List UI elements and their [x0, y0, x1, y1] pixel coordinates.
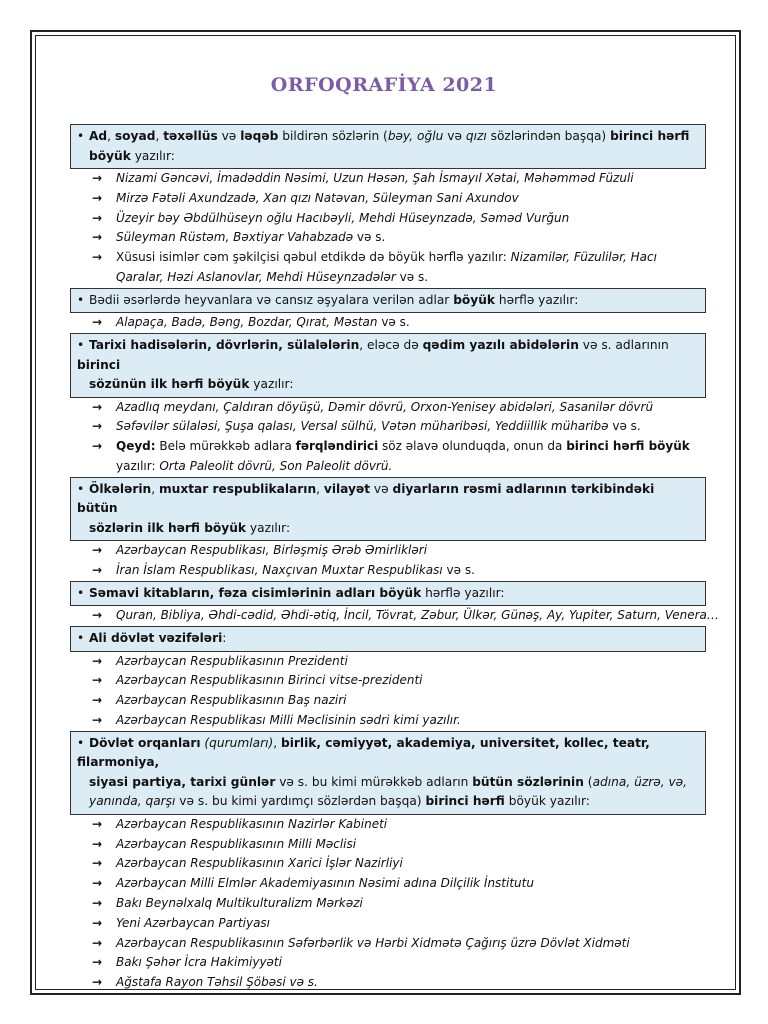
example-text: Azərbaycan Respublikasının Nazirlər Kabineti — [116, 816, 388, 831]
rule-text: yanında, qarşı — [89, 794, 176, 809]
rule-text: , — [273, 735, 281, 750]
example-text: Quran, Bibliya, Əhdi-cədid, Əhdi-ətiq, İncil, Tövrat, Zəbur, Ülkər, Günəş, Ay, Yupiter, Saturn, Venera… — [116, 608, 719, 623]
rule-text: birinci — [77, 357, 121, 372]
example-text: Bakı Şəhər İcra Hakimiyyəti — [116, 955, 282, 970]
rule-text: və — [217, 129, 241, 143]
note-text: yazılır: — [116, 458, 160, 473]
rule-text: bəy, oğlu — [387, 129, 444, 143]
example-text: Üzeyir bəy Əbdülhüseyn oğlu Hacıbəyli, Mehdi Hüseynzadə, Səməd Vurğun — [116, 210, 570, 225]
note-text: fərqləndirici — [295, 439, 379, 454]
example-item — [70, 398, 706, 418]
rule-text: vilayət — [323, 481, 371, 496]
bullet-icon: • — [77, 585, 85, 600]
arrow-icon: → — [92, 915, 103, 930]
arrow-icon: → — [92, 955, 103, 970]
rule-text: böyük — [89, 148, 131, 163]
example-text: Mirzə Fətəli Axundzadə, Xan qızı Natəvan, Süleyman Sani Axundov — [116, 190, 519, 205]
example-text: İran İslam Respublikası, Naxçıvan Muxtar Respublikası — [116, 563, 443, 578]
example-item — [70, 313, 706, 333]
arrow-icon: → — [92, 171, 103, 185]
arrow-icon: → — [92, 673, 103, 688]
arrow-icon: → — [92, 653, 103, 668]
rule-text: qızı — [465, 129, 487, 143]
bullet-icon: • — [77, 338, 85, 353]
example-item — [70, 934, 706, 954]
rule-text: yazılır: — [130, 148, 175, 163]
example-item — [70, 606, 719, 626]
rule-box-historical — [70, 333, 706, 398]
rule-box-state-positions — [70, 626, 706, 652]
example-item — [70, 189, 706, 209]
note-text: söz əlavə olunduqda, onun da — [378, 439, 567, 454]
rule-text: birinci hərfi — [610, 129, 690, 143]
arrow-icon: → — [92, 399, 103, 414]
example-item — [70, 209, 706, 229]
rule-text: sözünün ilk hərfi böyük — [89, 377, 250, 392]
rule-text: Ölkələrin — [89, 481, 152, 496]
arrow-icon: → — [92, 816, 103, 831]
arrow-icon: → — [92, 543, 103, 558]
arrow-icon: → — [92, 210, 103, 225]
example-text: Azərbaycan Respublikasının Baş naziri — [116, 693, 347, 708]
example-item — [70, 561, 706, 581]
bullet-icon: • — [77, 481, 85, 496]
example-item — [70, 953, 706, 973]
example-text: Azərbaycan Respublikası Milli Məclisinin sədri kimi yazılır. — [116, 713, 461, 728]
arrow-icon: → — [92, 856, 103, 871]
arrow-icon: → — [92, 693, 103, 708]
example-text: Səfəvilər sülaləsi, Şuşa qalası, Versal sülhü, Vətən müharibəsi, Yeddiillik müharibə — [116, 419, 609, 434]
example-suffix: və s. — [399, 269, 429, 284]
document-body — [70, 124, 719, 993]
example-item — [70, 815, 706, 835]
rule-text: diyarların rəsmi adlarının tərkibindəki bütün — [77, 481, 655, 516]
rule-text: və — [443, 129, 466, 143]
note-label: Qeyd: — [116, 439, 156, 454]
rule-text: hərflə yazılır: — [421, 585, 505, 600]
example-text: Xüsusi isimlər cəm şəkilçisi qəbul etdikdə də böyük hərflə yazılır: — [116, 250, 507, 265]
note-text: Orta Paleolit dövrü, Son Paleolit dövrü. — [159, 458, 393, 473]
rule-text: , — [151, 481, 159, 496]
example-item — [70, 973, 706, 993]
arrow-icon: → — [92, 608, 103, 623]
example-item — [70, 711, 706, 731]
rule-text: soyad — [114, 129, 156, 143]
example-item — [70, 671, 706, 691]
arrow-icon: → — [92, 935, 103, 950]
rule-text: yazılır: — [249, 377, 294, 392]
bullet-icon: • — [77, 292, 85, 307]
rule-text: Ad — [89, 129, 108, 143]
rule-text: təxəllüs — [163, 129, 218, 143]
example-text: Azərbaycan Respublikasının Prezidenti — [116, 653, 348, 668]
example-item — [70, 874, 706, 894]
example-text: Azərbaycan Respublikasının Milli Məclisi — [116, 836, 357, 851]
rule-text: muxtar respublikaların — [158, 481, 317, 496]
example-text: Süleyman Rüstəm, Bəxtiyar Vahabzadə — [116, 230, 354, 245]
arrow-icon: → — [92, 876, 103, 891]
example-suffix: və s. — [381, 315, 410, 330]
rule-text: birlik, cəmiyyət, akademiya, universitet, kollec, teatr, filarmoniya, — [77, 735, 650, 770]
rule-text: : — [222, 631, 227, 646]
arrow-icon: → — [92, 896, 103, 911]
example-text: Ağstafa Rayon Təhsil Şöbəsi və s. — [116, 975, 318, 990]
page-title: ORFOQRAFİYA 2021 — [270, 74, 498, 96]
example-suffix: və s. — [356, 230, 386, 245]
example-text: Qaralar, Həzi Aslanovlar, Mehdi Hüseynzadələr — [116, 269, 396, 284]
example-text: Azərbaycan Respublikasının Birinci vitse-prezidenti — [116, 673, 423, 688]
rule-text: yazılır: — [246, 520, 291, 535]
rule-text: böyük — [453, 292, 496, 307]
arrow-icon: → — [92, 439, 103, 454]
arrow-icon: → — [92, 975, 103, 990]
rule-box-artistic-names — [70, 288, 706, 314]
arrow-icon: → — [92, 563, 103, 578]
rule-box-names — [70, 124, 706, 169]
rule-text: Bədii əsərlərdə heyvanlara və cansız əşyalara verilən adlar — [89, 292, 454, 307]
example-text: Azadlıq meydanı, Çaldıran döyüşü, Dəmir dövrü, Orxon-Yenisey abidələri, Sasanilər dövrü — [116, 399, 654, 414]
rule-box-holy-books — [70, 581, 706, 607]
example-text: Azərbaycan Respublikası, Birləşmiş Ərəb Əmirlikləri — [116, 543, 428, 558]
example-text: Azərbaycan Respublikasının Xarici İşlər Nazirliyi — [116, 856, 403, 871]
note-text: Belə mürəkkəb adlara — [155, 439, 296, 454]
rule-text: Ali dövlət vəzifələri — [89, 631, 223, 646]
rule-text: , — [155, 129, 164, 143]
bullet-icon: • — [77, 735, 85, 750]
arrow-icon: → — [92, 713, 103, 728]
rule-text: adına, üzrə, və, — [592, 774, 688, 789]
arrow-icon: → — [92, 190, 103, 205]
example-text: Bakı Beynəlxalq Multikulturalizm Mərkəzi — [116, 896, 363, 911]
example-text: Yeni Azərbaycan Partiyası — [116, 915, 271, 930]
rule-text: qədim yazılı abidələrin — [422, 338, 579, 353]
example-text: Azərbaycan Respublikasının Səfərbərlik və Hərbi Xidmətə Çağırış üzrə Dövlət Xidməti — [116, 935, 630, 950]
rule-text: Tarixi hadisələrin, dövrlərin, sülalələrin — [89, 338, 360, 353]
rule-text: sözlərindən başqa) — [486, 129, 611, 143]
example-suffix: və s. — [612, 419, 641, 434]
rule-text: böyük yazılır: — [504, 794, 590, 809]
bullet-icon: • — [77, 129, 85, 143]
rule-text: bildirən sözlərin ( — [278, 129, 388, 143]
rule-text: ləqəb — [240, 129, 279, 143]
bullet-icon: • — [77, 631, 85, 646]
note-text: birinci hərfi böyük — [566, 439, 690, 454]
example-text: Nizamilər, Füzulilər, Hacı — [510, 250, 657, 265]
rule-text: , eləcə də — [359, 338, 423, 353]
example-item — [70, 169, 706, 189]
rule-text: və s. adlarının — [578, 338, 669, 353]
example-item — [70, 854, 706, 874]
example-text: Nizami Gəncəvi, İmadəddin Nəsimi, Uzun Həsən, Şah İsmayıl Xətai, Məhəmməd Füzuli — [116, 171, 634, 185]
rule-text: bütün sözlərinin — [472, 774, 584, 789]
example-text: Azərbaycan Milli Elmlər Akademiyasının Nəsimi adına Dilçilik İnstitutu — [116, 876, 534, 891]
example-item — [70, 835, 706, 855]
rule-text: Səmavi kitabların, fəza cisimlərinin adları böyük — [89, 585, 422, 600]
example-text: Alapaça, Badə, Bəng, Bozdar, Qırat, Məstan — [116, 315, 378, 330]
arrow-icon: → — [92, 230, 103, 245]
rule-box-state-bodies — [70, 731, 706, 815]
example-item — [70, 894, 706, 914]
rule-text: , — [316, 481, 324, 496]
arrow-icon: → — [92, 836, 103, 851]
rule-text: siyasi partiya, tarixi günlər — [89, 774, 276, 789]
rule-text: və s. bu kimi yardımçı sözlərdən başqa) — [175, 794, 426, 809]
rule-text: və — [370, 481, 393, 496]
rule-box-countries — [70, 477, 706, 542]
arrow-icon: → — [92, 419, 103, 434]
example-suffix: və s. — [446, 563, 475, 578]
rule-text: ( — [583, 774, 593, 789]
arrow-icon: → — [92, 250, 103, 265]
example-item — [70, 541, 706, 561]
example-item — [70, 691, 706, 711]
rule-text: və s. bu kimi mürəkkəb adların — [275, 774, 473, 789]
rule-text: hərflə yazılır: — [495, 292, 579, 307]
rule-text: birinci hərfi — [425, 794, 505, 809]
rule-text: , — [107, 129, 115, 143]
rule-text: Dövlət orqanları — [89, 735, 201, 750]
example-item — [70, 652, 706, 672]
example-item — [70, 248, 706, 288]
arrow-icon: → — [92, 315, 103, 330]
example-item-note — [70, 437, 706, 477]
example-item — [70, 914, 706, 934]
rule-text: (qurumları) — [200, 735, 274, 750]
rule-text: sözlərin ilk hərfi böyük — [89, 520, 247, 535]
example-item — [70, 228, 706, 248]
example-item — [70, 417, 706, 437]
